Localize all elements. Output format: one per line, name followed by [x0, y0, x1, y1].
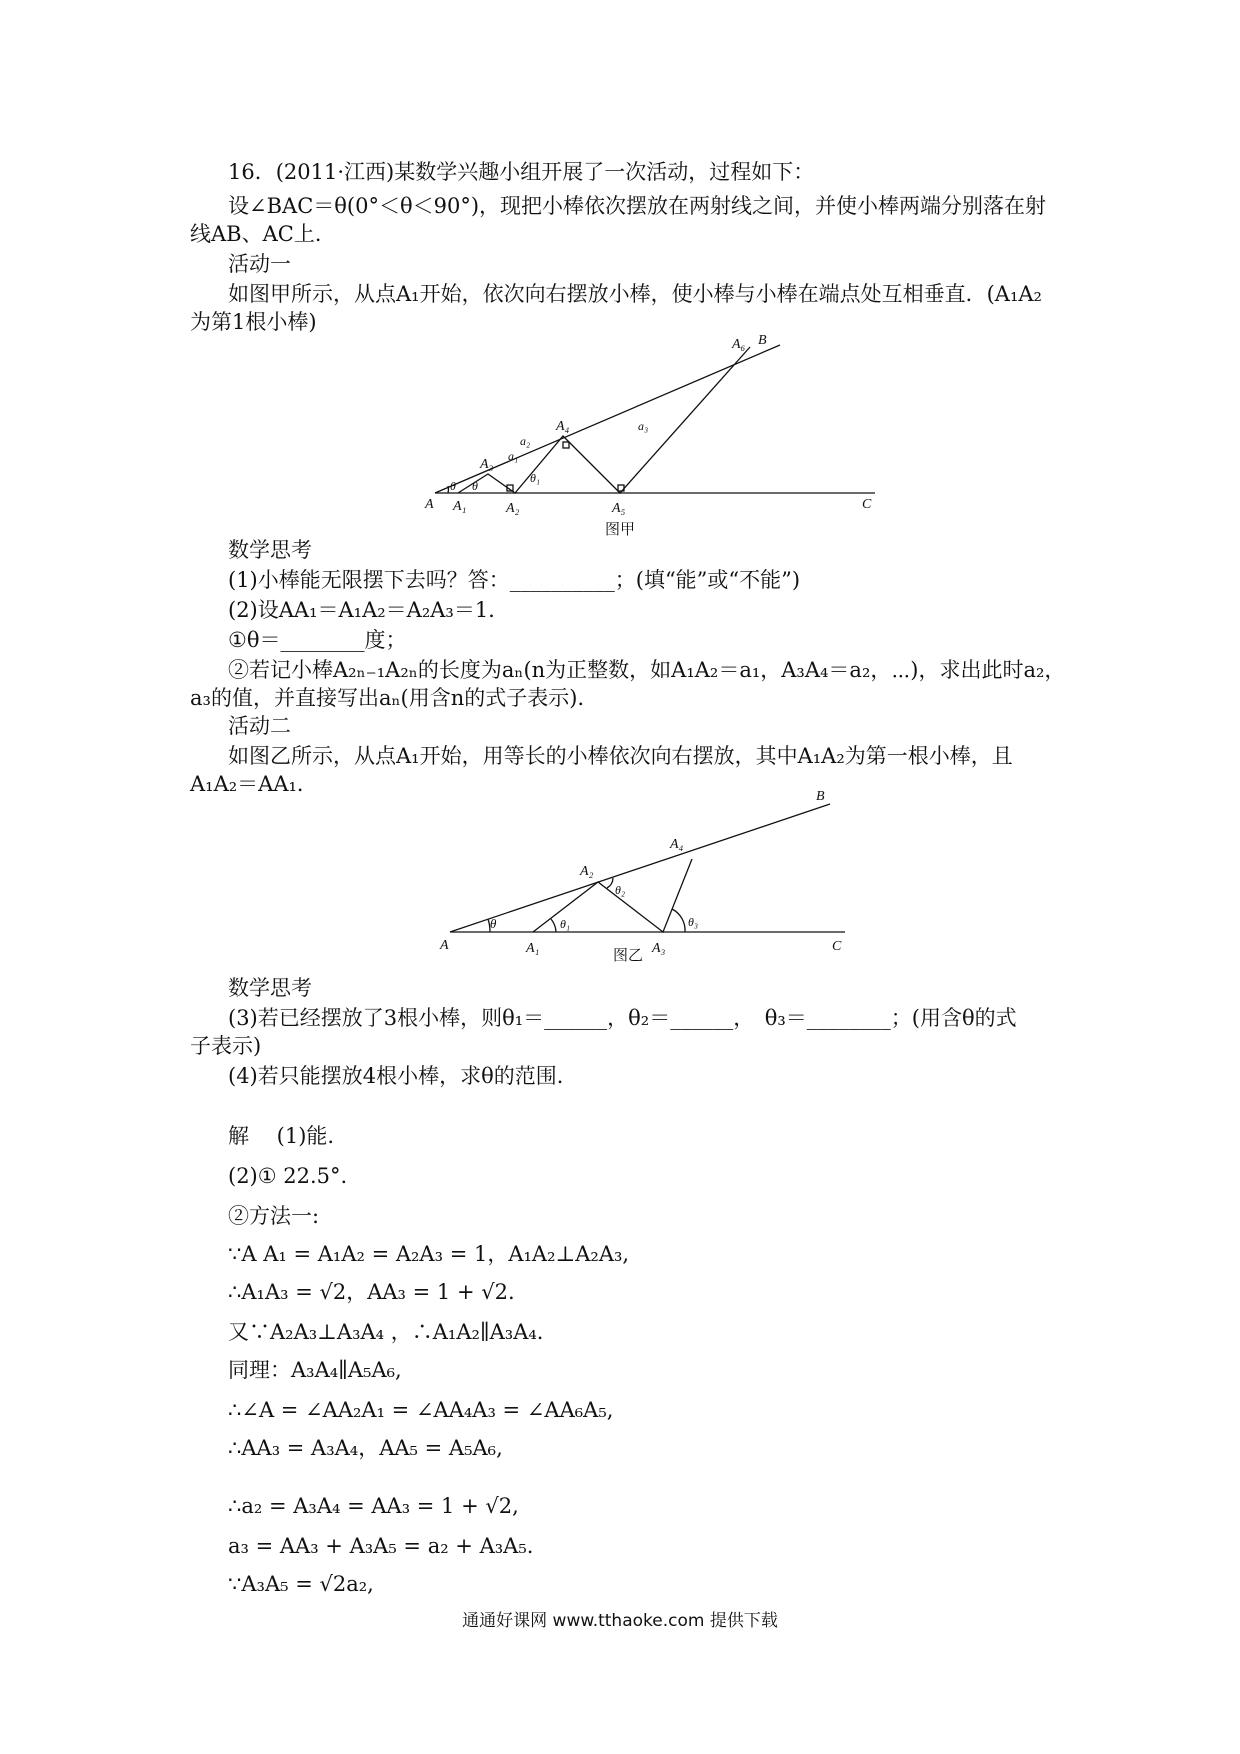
- label-theta1: θ₁: [560, 917, 571, 931]
- problem-line: 设∠BAC＝θ(0°＜θ＜90°)，现把小棒依次摆放在两射线之间，并使小棒两端分别落在射: [228, 194, 1047, 218]
- label-theta: θ: [472, 479, 478, 493]
- solution-line: ∵A₃A₅ = √2a₂,: [228, 1572, 374, 1596]
- figure-jia: [410, 330, 890, 540]
- label-a-sub1: a₁: [508, 449, 519, 463]
- page-footer: 通通好课网 www.tthaoke.com 提供下载: [462, 1611, 778, 1631]
- problem-line: 线AB、AC上．: [190, 222, 336, 246]
- section-heading: 数学思考: [228, 976, 312, 1000]
- question-4: (4)若只能摆放4根小棒，求θ的范围．: [228, 1064, 578, 1088]
- label-a6: A₆: [732, 337, 746, 352]
- question-1: (1)小棒能无限摆下去吗？答：__________；(填“能”或“不能”): [228, 568, 801, 592]
- label-b: B: [758, 333, 767, 348]
- label-a1: A₁: [453, 499, 467, 514]
- label-c: C: [832, 939, 842, 954]
- solution-line: 解 (1)能.: [228, 1124, 335, 1148]
- solution-line: ∴A₁A₃ = √2，AA₃ = 1 + √2.: [228, 1280, 515, 1304]
- label-theta: θ: [450, 479, 456, 493]
- label-theta: θ: [490, 916, 497, 931]
- solution-line: a₃ = AA₃ + A₃A₅ = a₂ + A₃A₅.: [228, 1534, 534, 1558]
- figure-caption: 图甲: [605, 522, 636, 538]
- problem-line: 如图甲所示，从点A₁开始，依次向右摆放小棒，使小棒与小棒在端点处互相垂直．(A₁A₂: [228, 282, 1042, 306]
- section-heading: 活动二: [228, 714, 291, 738]
- question-2-1: ①θ＝________度；: [228, 628, 407, 652]
- figure-yi: [430, 782, 870, 962]
- label-a5: A₅: [612, 501, 626, 516]
- label-a3: A₃: [652, 941, 666, 956]
- solution-line: ∴a₂ = A₃A₄ = AA₃ = 1 + √2,: [228, 1494, 519, 1518]
- solution-line: ②方法一:: [228, 1204, 320, 1228]
- problem-line: A₁A₂＝AA₁．: [190, 772, 318, 796]
- label-theta1: θ₁: [530, 471, 541, 485]
- question-2: (2)设AA₁＝A₁A₂＝A₂A₃＝1．: [228, 598, 510, 622]
- label-theta3: θ₃: [688, 915, 699, 929]
- problem-line: 为第1根小棒): [190, 310, 317, 334]
- label-a3: A₃: [480, 457, 494, 472]
- problem-line: 如图乙所示，从点A₁开始，用等长的小棒依次向右摆放，其中A₁A₂为第一根小棒，且: [228, 744, 1013, 768]
- figure-caption: 图乙: [613, 948, 644, 962]
- solution-line: ∴AA₃ = A₃A₄，AA₅ = A₅A₆,: [228, 1436, 503, 1460]
- label-a2: A₂: [506, 501, 520, 516]
- label-theta2: θ₂: [615, 883, 626, 897]
- question-3: (3)若已经摆放了3根小棒，则θ₁＝______，θ₂＝______， θ₃＝________；(用含θ的式: [228, 1006, 1017, 1030]
- solution-line: 又∵A₂A₃⊥A₃A₄ ，∴A₁A₂∥A₃A₄.: [228, 1320, 544, 1344]
- section-heading: 活动一: [228, 252, 291, 276]
- label-a: A: [440, 938, 449, 953]
- problem-line: 子表示): [190, 1034, 262, 1058]
- question-2-2: ②若记小棒A₂ₙ₋₁A₂ₙ的长度为aₙ(n为正整数，如A₁A₂＝a₁，A₃A₄＝a₂，⋯)，求出此时a₂，: [228, 658, 1066, 682]
- ray-ab: [450, 804, 830, 932]
- label-a2: A₂: [580, 864, 594, 879]
- section-heading: 数学思考: [228, 538, 312, 562]
- label-b: B: [816, 789, 825, 804]
- label-a1: A₁: [526, 941, 540, 956]
- solution-line: ∵A A₁ = A₁A₂ = A₂A₃ = 1，A₁A₂⊥A₂A₃,: [228, 1242, 630, 1266]
- label-a4: A₄: [556, 419, 570, 434]
- label-a-sub2: a₂: [520, 434, 531, 448]
- label-c: C: [862, 497, 872, 512]
- label-a-sub3: a₃: [638, 419, 649, 433]
- label-a: A: [425, 497, 434, 512]
- solution-line: ∴∠A = ∠AA₂A₁ = ∠AA₄A₃ = ∠AA₆A₅,: [228, 1398, 614, 1422]
- label-a4: A₄: [670, 837, 684, 852]
- problem-title: 16．(2011·江西)某数学兴趣小组开展了一次活动，过程如下：: [228, 160, 815, 184]
- problem-line: a₃的值，并直接写出aₙ(用含n的式子表示)．: [190, 686, 599, 710]
- solution-line: 同理：A₃A₄∥A₅A₆,: [228, 1358, 402, 1382]
- solution-line: (2)① 22.5°.: [228, 1164, 348, 1188]
